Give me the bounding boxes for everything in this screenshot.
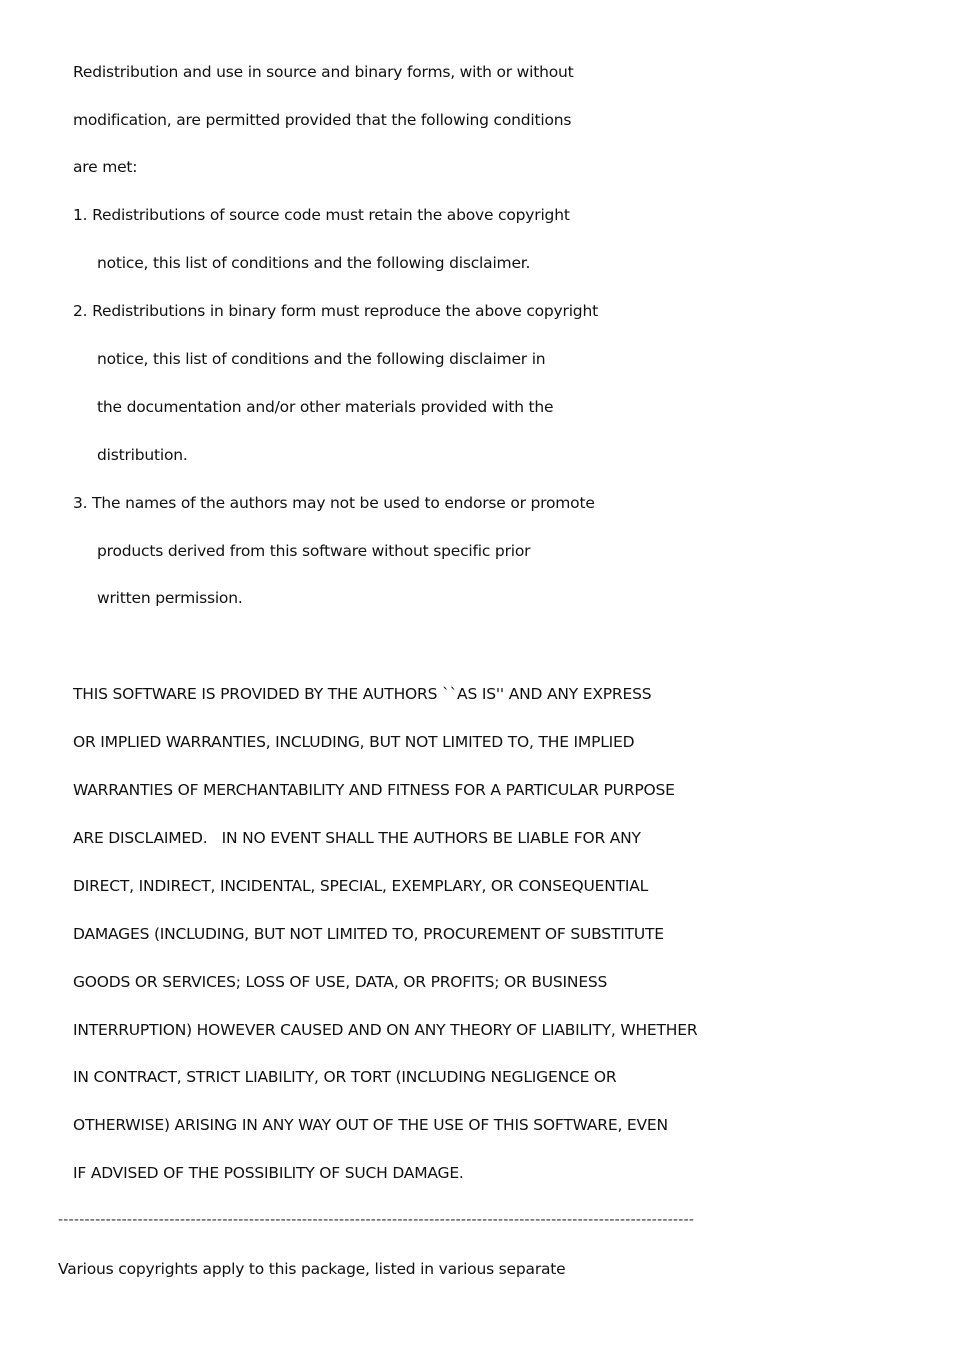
separator-line: ------------------------------------------------------------------------------------------------------------------------ [58, 1212, 695, 1228]
footer-line: Various copyrights apply to this package, listed in various separate [58, 1260, 566, 1278]
disclaimer-line: ARE DISCLAIMED. IN NO EVENT SHALL THE AUTHORS BE LIABLE FOR ANY [73, 829, 641, 847]
disclaimer-line: DAMAGES (INCLUDING, BUT NOT LIMITED TO, PROCUREMENT OF SUBSTITUTE [73, 925, 664, 943]
license-line: 1. Redistributions of source code must retain the above copyright [73, 206, 570, 224]
disclaimer-line: OR IMPLIED WARRANTIES, INCLUDING, BUT NOT LIMITED TO, THE IMPLIED [73, 733, 635, 751]
license-line: written permission. [97, 589, 243, 607]
disclaimer-line: WARRANTIES OF MERCHANTABILITY AND FITNESS FOR A PARTICULAR PURPOSE [73, 781, 675, 799]
license-line: 2. Redistributions in binary form must reproduce the above copyright [73, 302, 598, 320]
disclaimer-line: GOODS OR SERVICES; LOSS OF USE, DATA, OR PROFITS; OR BUSINESS [73, 973, 608, 991]
license-line: are met: [73, 158, 138, 176]
license-line: notice, this list of conditions and the following disclaimer. [97, 254, 531, 272]
license-line: the documentation and/or other materials provided with the [97, 398, 554, 416]
license-line: 3. The names of the authors may not be used to endorse or promote [73, 494, 595, 512]
disclaimer-line: THIS SOFTWARE IS PROVIDED BY THE AUTHORS ``AS IS'' AND ANY EXPRESS [73, 685, 652, 703]
license-line: notice, this list of conditions and the following disclaimer in [97, 350, 546, 368]
license-line: distribution. [97, 446, 188, 464]
license-line: Redistribution and use in source and binary forms, with or without [73, 63, 574, 81]
disclaimer-line: DIRECT, INDIRECT, INCIDENTAL, SPECIAL, EXEMPLARY, OR CONSEQUENTIAL [73, 877, 649, 895]
license-line: modification, are permitted provided that the following conditions [73, 111, 572, 129]
disclaimer-line: IN CONTRACT, STRICT LIABILITY, OR TORT (INCLUDING NEGLIGENCE OR [73, 1068, 617, 1086]
license-line: products derived from this software without specific prior [97, 542, 531, 560]
disclaimer-line: OTHERWISE) ARISING IN ANY WAY OUT OF THE USE OF THIS SOFTWARE, EVEN [73, 1116, 668, 1134]
disclaimer-line: INTERRUPTION) HOWEVER CAUSED AND ON ANY THEORY OF LIABILITY, WHETHER [73, 1021, 698, 1039]
disclaimer-line: IF ADVISED OF THE POSSIBILITY OF SUCH DAMAGE. [73, 1164, 464, 1182]
